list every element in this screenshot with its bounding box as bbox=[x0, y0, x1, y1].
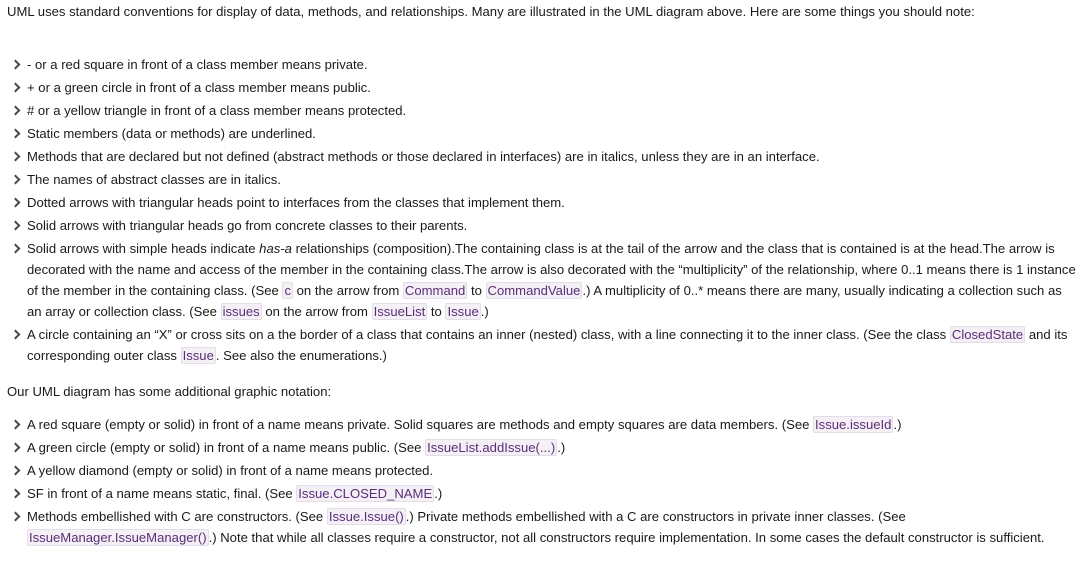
code-reference: IssueList bbox=[373, 304, 426, 319]
chevron-right-icon bbox=[11, 175, 21, 185]
list-item-text: on the arrow from bbox=[261, 304, 372, 319]
additional-notation-list bbox=[11, 414, 1079, 550]
chevron-right-icon bbox=[11, 512, 21, 522]
list-item bbox=[11, 238, 1079, 322]
list-item-text: SF in front of a name means static, final. (See bbox=[27, 486, 297, 501]
chevron-right-icon bbox=[11, 83, 21, 93]
list-item bbox=[11, 506, 1079, 548]
list-item-text: to bbox=[427, 304, 446, 319]
chevron-right-icon bbox=[11, 198, 21, 208]
list-item-text: .) A multiplicity of 0..* means there are many, usually indicating a collection such as an array or collection class. (See bbox=[27, 283, 1062, 319]
code-reference: Issue.CLOSED_NAME bbox=[298, 486, 433, 501]
list-item-text: A yellow diamond (empty or solid) in front of a name means protected. bbox=[27, 463, 434, 478]
list-item bbox=[11, 169, 1079, 190]
list-item bbox=[11, 100, 1079, 121]
list-item-text: .) bbox=[557, 440, 566, 455]
list-item-text: + or a green circle in front of a class member means public. bbox=[27, 80, 371, 95]
list-item-text: .) bbox=[480, 304, 489, 319]
list-item bbox=[11, 437, 1079, 458]
list-item-text: Methods embellished with C are constructors. (See bbox=[27, 509, 327, 524]
code-reference: IssueList.addIssue(...) bbox=[427, 440, 556, 455]
chevron-right-icon bbox=[11, 129, 21, 139]
list-item-text: . See also the enumerations.) bbox=[215, 348, 387, 363]
chevron-right-icon bbox=[11, 244, 21, 254]
list-item bbox=[11, 123, 1079, 144]
code-reference: c bbox=[284, 283, 292, 298]
list-item bbox=[11, 460, 1079, 481]
list-item-text: Solid arrows with simple heads indicate bbox=[27, 241, 260, 256]
list-item-text: # or a yellow triangle in front of a class member means protected. bbox=[27, 103, 407, 118]
code-reference: IssueManager.IssueManager() bbox=[29, 530, 207, 545]
uml-conventions-list bbox=[11, 54, 1079, 368]
list-item-text: Methods that are declared but not defined (abstract methods or those declared in interfaces) are in italics, unless they are in an interface. bbox=[27, 149, 820, 164]
list-item bbox=[11, 146, 1079, 167]
list-item bbox=[11, 414, 1079, 435]
code-reference: issues bbox=[222, 304, 260, 319]
list-item-text: Static members (data or methods) are underlined. bbox=[27, 126, 316, 141]
list-item-text: on the arrow from bbox=[293, 283, 403, 298]
code-reference: Command bbox=[404, 283, 466, 298]
list-item bbox=[11, 324, 1079, 366]
chevron-right-icon bbox=[11, 330, 21, 340]
list-item bbox=[11, 215, 1079, 236]
list-item-text: .) Private methods embellished with a C are constructors in private inner classes. (See bbox=[405, 509, 906, 524]
code-reference: Issue bbox=[447, 304, 479, 319]
chevron-right-icon bbox=[11, 221, 21, 231]
list-item-text: to bbox=[467, 283, 486, 298]
chevron-right-icon bbox=[11, 60, 21, 70]
list-item-text: A circle containing an “X” or cross sits on a the border of a class that contains an inner (nested) class, with a line connecting it to the inner class. (See the class bbox=[27, 327, 950, 342]
code-reference: CommandValue bbox=[487, 283, 581, 298]
list-item-text: .) bbox=[434, 486, 443, 501]
additional-notation-heading: Our UML diagram has some additional graphic notation: bbox=[7, 384, 332, 399]
list-item-text: .) Note that while all classes require a constructor, not all constructors require implementation. In some cases the default constructor is sufficient. bbox=[208, 530, 1045, 545]
list-item-text: - or a red square in front of a class member means private. bbox=[27, 57, 368, 72]
code-reference: ClosedState bbox=[951, 327, 1024, 342]
list-item bbox=[11, 192, 1079, 213]
list-item bbox=[11, 77, 1079, 98]
list-item-text: The names of abstract classes are in italics. bbox=[27, 172, 281, 187]
chevron-right-icon bbox=[11, 466, 21, 476]
list-item bbox=[11, 483, 1079, 504]
chevron-right-icon bbox=[11, 420, 21, 430]
list-item-text: relationships (composition).The containing class is at the tail of the arrow and the class that is contained is at the head.The arrow is decorated with the name and access of the member in the containing class.The arrow is also decorated with the “multiplicity” of the relationship, where 0..1 means there is 1 instance of the member in the containing class. (See bbox=[27, 241, 1076, 298]
code-reference: Issue.Issue() bbox=[328, 509, 404, 524]
emphasis-text: has-a bbox=[259, 241, 292, 256]
chevron-right-icon bbox=[11, 152, 21, 162]
list-item-text: Dotted arrows with triangular heads point to interfaces from the classes that implement them. bbox=[27, 195, 565, 210]
list-item-text: .) bbox=[893, 417, 902, 432]
chevron-right-icon bbox=[11, 443, 21, 453]
list-item bbox=[11, 54, 1079, 75]
list-item-text: A red square (empty or solid) in front of a name means private. Solid squares are methods and empty squares are data members. (See bbox=[27, 417, 814, 432]
intro-paragraph: UML uses standard conventions for display of data, methods, and relationships. Many are illustrated in the UML diagram above. Here are some things you should note: bbox=[7, 4, 975, 19]
list-item-text: Solid arrows with triangular heads go from concrete classes to their parents. bbox=[27, 218, 468, 233]
chevron-right-icon bbox=[11, 106, 21, 116]
code-reference: Issue bbox=[182, 348, 214, 363]
list-item-text: A green circle (empty or solid) in front of a name means public. (See bbox=[27, 440, 426, 455]
list-item-text: and its corresponding outer class bbox=[27, 327, 1068, 363]
code-reference: Issue.issueId bbox=[815, 417, 892, 432]
chevron-right-icon bbox=[11, 489, 21, 499]
